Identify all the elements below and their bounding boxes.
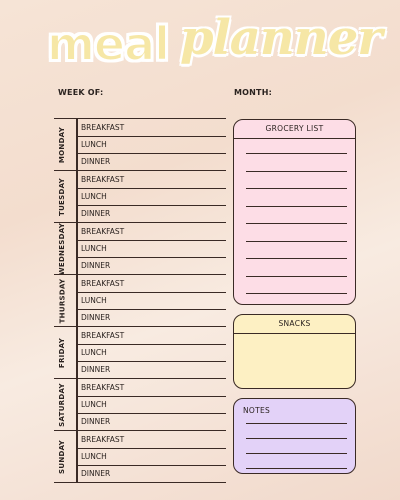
day-row-wednesday [54,222,226,274]
meal-slot-breakfast[interactable]: BREAKFAST [78,431,226,449]
day-row-tuesday [54,170,226,222]
meal-slot-dinner[interactable]: DINNER [81,313,111,322]
meal-slot-breakfast[interactable]: BREAKFAST [78,223,226,241]
meal-slot-lunch[interactable]: LUNCH [78,188,226,206]
meal-slot-breakfast[interactable]: BREAKFAST [78,379,226,397]
notes-line[interactable] [246,468,347,469]
meal-slot-dinner[interactable]: DINNER [81,261,111,270]
notes-box[interactable] [233,398,356,474]
meal-slot-lunch[interactable]: LUNCH [78,448,226,466]
days-table [54,118,226,483]
grocery-line[interactable] [246,293,347,294]
grocery-line[interactable] [246,206,347,207]
notes-line[interactable] [246,453,347,454]
snacks-box[interactable] [233,314,356,389]
day-label [52,171,72,222]
day-name: THURSDAY [58,278,66,323]
day-name: TUESDAY [58,177,67,216]
meal-slot-breakfast[interactable]: BREAKFAST [78,119,226,137]
meal-slot-dinner[interactable]: DINNER [81,469,111,478]
month-label: MONTH: [234,88,273,97]
meal-slot-breakfast[interactable]: BREAKFAST [78,275,226,293]
header [0,10,400,74]
day-label [52,379,72,430]
day-label [52,223,72,274]
grocery-line[interactable] [246,276,347,277]
day-label [52,275,72,326]
day-label [52,119,72,170]
day-name: SATURDAY [58,382,67,427]
meal-slot-dinner[interactable]: DINNER [81,157,111,166]
day-name: SUNDAY [58,439,67,474]
grocery-list-box[interactable] [233,119,356,305]
grocery-line[interactable] [246,241,347,242]
snacks-title: SNACKS [234,315,355,334]
meal-slot-dinner[interactable]: DINNER [81,209,111,218]
meal-slot-lunch[interactable]: LUNCH [78,344,226,362]
meal-slot-breakfast[interactable]: BREAKFAST [78,327,226,345]
grocery-line[interactable] [246,258,347,259]
title-meal: meal [47,17,169,71]
day-row-sunday [54,430,226,483]
grocery-line[interactable] [246,171,347,172]
meal-slot-breakfast[interactable]: BREAKFAST [78,171,226,189]
meal-slot-dinner[interactable]: DINNER [81,365,111,374]
day-row-monday [54,118,226,170]
week-of-label: WEEK OF: [58,88,104,97]
notes-title: NOTES [243,406,271,415]
grocery-line[interactable] [246,188,347,189]
meal-slot-lunch[interactable]: LUNCH [78,240,226,258]
day-label [52,431,72,482]
notes-line[interactable] [246,438,347,439]
day-row-thursday [54,274,226,326]
title-planner: planner [180,10,382,66]
day-row-saturday [54,378,226,430]
day-label [52,327,72,378]
meal-slot-lunch[interactable]: LUNCH [78,396,226,414]
meal-slot-dinner[interactable]: DINNER [81,417,111,426]
grocery-line[interactable] [246,153,347,154]
grocery-list-title: GROCERY LIST [234,120,355,139]
day-name: WEDNESDAY [58,222,67,275]
grocery-line[interactable] [246,223,347,224]
day-name: MONDAY [58,126,67,163]
meal-slot-lunch[interactable]: LUNCH [78,292,226,310]
meal-slot-lunch[interactable]: LUNCH [78,136,226,154]
day-name: FRIDAY [58,337,66,368]
notes-line[interactable] [246,423,347,424]
day-row-friday [54,326,226,378]
